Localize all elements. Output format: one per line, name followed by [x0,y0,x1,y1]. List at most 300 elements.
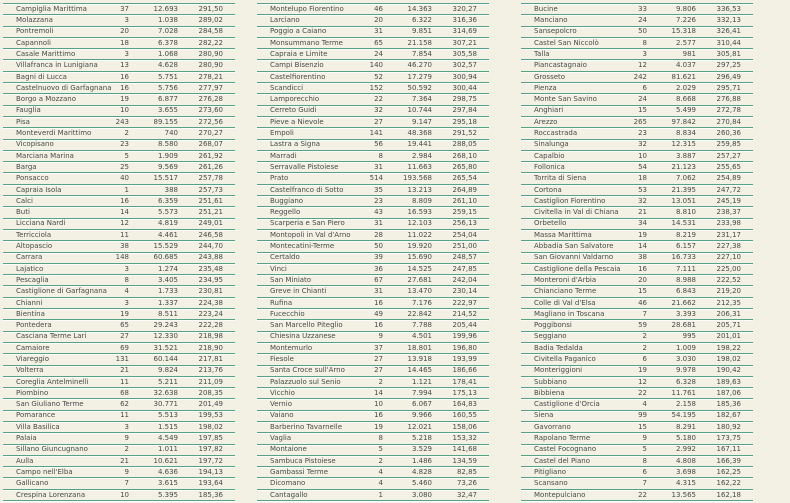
table-row [521,309,753,320]
cases-value: 10 [120,106,129,115]
rate-value: 284,58 [198,27,223,36]
population-value: 1.486 [411,456,432,465]
population-value: 19.441 [407,140,432,149]
rate-value: 256,13 [452,219,477,228]
cases-value: 6 [642,355,647,363]
table-row [3,309,235,320]
rate-value: 254,89 [716,174,741,183]
population-value: 2.577 [675,38,696,47]
table-row [257,320,489,331]
municipality-name: Gavorrano [534,422,571,431]
municipality-name: Buti [16,208,30,217]
rate-value: 259,85 [716,140,741,149]
cases-value: 20 [374,16,383,25]
rate-value: 173,75 [716,434,741,443]
table-row [521,366,753,377]
cases-value: 16 [638,264,647,273]
rate-value: 219,20 [716,287,741,296]
population-value: 1.515 [157,422,178,431]
municipality-name: Pisa [16,117,30,126]
population-value: 14.531 [671,219,696,228]
cases-value: 4 [378,479,383,488]
cases-value: 2 [642,332,647,341]
cases-value: 243 [115,117,129,126]
table-row [521,241,753,252]
municipality-name: Torrita di Siena [534,174,587,183]
population-value: 28.681 [671,321,696,330]
rate-value: 272,56 [198,117,223,126]
population-value: 9.806 [675,4,696,13]
rate-value: 297,25 [716,61,741,70]
cases-value: 19 [638,230,647,239]
cases-value: 3 [124,298,129,307]
rate-value: 222,97 [452,298,477,307]
cases-value: 19 [638,366,647,375]
cases-value: 50 [374,242,383,251]
rate-value: 162,22 [716,479,741,488]
cases-value: 19 [120,309,129,318]
population-value: 11.761 [671,388,696,397]
municipality-name: Lamporecchio [270,95,320,104]
table-row [521,253,753,264]
rate-value: 282,22 [198,38,223,47]
rate-value: 243,88 [198,253,223,262]
cases-value: 1 [124,185,129,194]
municipality-name: Sansepolcro [534,27,577,36]
table-row [3,38,235,49]
cases-value: 9 [642,434,647,443]
rate-value: 296,49 [716,72,741,81]
municipality-name: Montecatini-Terme [270,242,335,251]
table-row [3,230,235,241]
cases-value: 23 [638,129,647,138]
rate-value: 167,11 [716,445,741,454]
table-row [3,388,235,399]
rate-value: 214,52 [452,309,477,318]
municipality-name: Pontedera [16,321,52,330]
cases-value: 24 [638,16,647,25]
cases-value: 37 [374,343,383,352]
cases-value: 2 [124,445,129,454]
cases-value: 18 [638,174,647,183]
rate-value: 270,84 [716,117,741,126]
table-row [3,320,235,331]
table-row [3,15,235,26]
municipality-name: Lajatico [16,264,44,273]
municipality-name: Castel del Piano [534,456,590,465]
table-row [521,15,753,26]
rate-value: 164,83 [452,400,477,409]
cases-value: 152 [369,83,383,92]
municipality-name: Monteverdi Marittimo [16,129,92,138]
municipality-name: Anghiari [534,106,564,115]
rate-value: 320,27 [452,4,477,13]
rate-value: 278,21 [198,72,223,81]
table-row [257,106,489,117]
municipality-name: Cortona [534,185,562,194]
population-value: 13.918 [407,355,432,363]
municipality-name: Pieve a Nievole [270,117,324,126]
table-row [3,354,235,365]
rate-value: 307,21 [452,38,477,47]
rate-value: 225,00 [716,264,741,273]
rate-value: 300,44 [452,83,477,92]
table-row [521,377,753,388]
cases-value: 38 [120,242,129,251]
cases-value: 67 [374,275,383,284]
municipality-name: Campi Bisenzio [270,61,324,70]
municipality-name: Monteroni d'Arbia [534,275,597,284]
municipality-name: Calci [16,196,33,205]
rate-value: 268,10 [452,151,477,160]
cases-value: 2 [378,456,383,465]
cases-value: 242 [633,72,647,81]
cases-value: 43 [374,208,383,217]
municipality-name: Castiglione d'Orcia [534,400,600,409]
table-row [257,456,489,467]
table-row [257,354,489,365]
table-row [521,128,753,139]
rate-value: 223,24 [198,309,223,318]
rate-value: 73,26 [456,479,477,488]
cases-value: 8 [378,151,383,160]
cases-value: 3 [124,49,129,58]
table-row [3,478,235,489]
municipality-name: Vernio [270,400,292,409]
table-row [521,332,753,343]
table-row [521,490,753,501]
population-value: 15.318 [671,27,696,36]
municipality-name: Fucecchio [270,309,305,318]
cases-value: 141 [369,129,383,138]
municipality-name: Castiglion Fiorentino [534,196,606,205]
table-row [257,332,489,343]
cases-value: 10 [374,400,383,409]
municipality-name: Grosseto [534,72,566,81]
cases-value: 27 [120,332,129,341]
population-value: 9.147 [411,117,432,126]
table-row [257,49,489,60]
cases-value: 12 [638,377,647,386]
municipality-name: Subbiano [534,377,567,386]
population-value: 31.521 [153,343,178,352]
population-value: 5.499 [675,106,696,115]
population-value: 4.808 [675,456,696,465]
population-value: 740 [164,129,178,138]
population-value: 7.364 [411,95,432,104]
table-rows [3,4,235,501]
table-row [521,399,753,410]
cases-value: 38 [638,253,647,262]
cases-value: 131 [115,355,129,363]
table-row [257,388,489,399]
cases-value: 59 [638,321,647,330]
table-row [521,433,753,444]
table-row [257,72,489,83]
table-row [3,219,235,230]
population-value: 54.195 [671,411,696,420]
table-row [3,117,235,128]
municipality-name: Follonica [534,162,565,171]
table-rows [521,4,753,501]
cases-value: 27 [374,366,383,375]
table-row [257,377,489,388]
municipality-name: San Giovanni Valdarno [534,253,614,262]
rate-value: 265,54 [452,174,477,183]
population-value: 18.801 [407,343,432,352]
municipality-name: Castelfiorentino [270,72,326,81]
population-value: 1.068 [157,49,178,58]
municipality-name: Capalbio [534,151,565,160]
cases-value: 16 [374,321,383,330]
municipality-name: Dicomano [270,479,306,488]
cases-value: 32 [638,140,647,149]
rate-value: 198,02 [716,355,741,363]
cases-value: 39 [374,253,383,262]
municipality-name: Prato [270,174,289,183]
population-value: 4.461 [157,230,178,239]
rate-value: 233,98 [716,219,741,228]
population-value: 9.966 [411,411,432,420]
table-row [3,27,235,38]
cases-value: 37 [120,4,129,13]
municipality-name: Reggello [270,208,301,217]
table-row [257,185,489,196]
rate-value: 185,36 [716,400,741,409]
municipality-name: Viareggio [16,355,50,363]
table-row [257,162,489,173]
population-value: 6.359 [157,196,178,205]
table-row [3,49,235,60]
table-row [521,60,753,71]
table-row [521,151,753,162]
cases-value: 33 [638,4,647,13]
table-row [257,478,489,489]
table-row [257,264,489,275]
cases-value: 10 [120,490,129,499]
table-row [521,27,753,38]
table-row [521,275,753,286]
rate-value: 205,44 [452,321,477,330]
table-row [257,467,489,478]
rate-value: 305,81 [716,49,741,58]
rate-value: 280,90 [198,61,223,70]
cases-value: 49 [374,309,383,318]
cases-value: 7 [124,479,129,488]
municipality-name: Chianciano Terme [534,287,597,296]
municipality-name: Larciano [270,16,300,25]
rate-value: 197,85 [198,434,223,443]
table-row [3,298,235,309]
table-row [257,490,489,501]
municipality-name: San Miniato [270,275,312,284]
municipality-name: Gambassi Terme [270,467,329,476]
table-row [521,140,753,151]
population-value: 1.011 [157,445,178,454]
municipality-name: Terricciola [16,230,52,239]
municipality-name: Castiglione della Pescaia [534,264,621,273]
rate-value: 193,99 [452,355,477,363]
population-value: 193.568 [403,174,432,183]
municipality-name: Bibbiena [534,388,565,397]
table-row [257,196,489,207]
population-value: 5.180 [675,434,696,443]
cases-value: 9 [124,434,129,443]
municipality-name: Magliano in Toscana [534,309,605,318]
municipality-name: Palaia [16,434,37,443]
table-row [257,94,489,105]
cases-value: 16 [120,196,129,205]
rate-value: 194,13 [198,467,223,476]
cases-value: 46 [374,4,383,13]
cases-value: 22 [374,95,383,104]
population-value: 13.213 [407,185,432,194]
cases-value: 5 [124,151,129,160]
rate-value: 261,10 [452,196,477,205]
municipality-name: Buggiano [270,196,304,205]
table-row [521,411,753,422]
rate-value: 197,82 [198,445,223,454]
municipality-name: Vaiano [270,411,294,420]
population-value: 388 [164,185,178,194]
table-row [257,253,489,264]
cases-value: 16 [374,298,383,307]
rate-value: 273,60 [198,106,223,115]
population-value: 8.668 [675,95,696,104]
municipality-name: Monsummano Terme [270,38,343,47]
municipality-name: Marciana Marina [16,151,74,160]
municipality-name: Fiesole [270,355,294,363]
population-value: 1.337 [157,298,178,307]
cases-value: 36 [374,264,383,273]
table-row [521,83,753,94]
municipality-name: Capraia e Limite [270,49,328,58]
cases-value: 514 [369,174,383,183]
population-value: 1.121 [411,377,432,386]
cases-value: 11 [120,230,129,239]
cases-value: 148 [115,253,129,262]
municipality-name: Camaiore [16,343,50,352]
population-value: 11.022 [407,230,432,239]
rate-value: 201,01 [716,332,741,341]
rate-value: 295,71 [716,83,741,92]
table-row [521,478,753,489]
table-row [3,433,235,444]
population-value: 5.573 [157,208,178,217]
table-panel-left [3,0,235,503]
cases-value: 14 [120,208,129,217]
table-row [3,173,235,184]
municipality-name: Castel Focognano [534,445,597,454]
rate-value: 212,35 [716,298,741,307]
municipality-name: Capraia Isola [16,185,62,194]
municipality-name: Ponsacco [16,174,49,183]
cases-value: 15 [638,106,647,115]
municipality-name: Molazzana [16,16,53,25]
rate-value: 199,96 [452,332,477,341]
population-value: 29.243 [153,321,178,330]
population-value: 15.529 [153,242,178,251]
cases-value: 32 [374,106,383,115]
rate-value: 288,05 [452,140,477,149]
population-value: 5.395 [157,490,178,499]
rate-value: 193,64 [198,479,223,488]
cases-value: 21 [120,456,129,465]
population-value: 7.062 [675,174,696,183]
population-value: 3.393 [675,309,696,318]
table-row [3,4,235,15]
cases-value: 4 [642,400,647,409]
population-value: 4.628 [157,61,178,70]
cases-value: 22 [638,490,647,499]
population-value: 89.155 [153,117,178,126]
population-value: 8.219 [675,230,696,239]
municipality-name: Montepulciano [534,490,586,499]
population-value: 6.877 [157,95,178,104]
municipality-name: Montopoli in Val d'Arno [270,230,351,239]
rate-value: 316,36 [452,16,477,25]
population-value: 9.824 [157,366,178,375]
rate-value: 246,58 [198,230,223,239]
table-row [3,253,235,264]
population-value: 46.270 [407,61,432,70]
municipality-name: Pitigliano [534,467,567,476]
table-row [521,230,753,241]
rate-value: 300,94 [452,72,477,81]
table-row [257,411,489,422]
rate-value: 245,19 [716,196,741,205]
municipality-name: Arezzo [534,117,558,126]
cases-value: 20 [120,27,129,36]
table-row [3,196,235,207]
population-value: 8.988 [675,275,696,284]
rate-value: 205,71 [716,321,741,330]
population-value: 21.158 [407,38,432,47]
population-value: 13.565 [671,490,696,499]
cases-value: 24 [638,95,647,104]
table-row [257,173,489,184]
municipality-name: Aulla [16,456,34,465]
population-value: 97.842 [671,117,696,126]
table-row [257,207,489,218]
cases-value: 16 [374,411,383,420]
municipality-name: Certaldo [270,253,300,262]
rate-value: 224,38 [198,298,223,307]
table-row [257,422,489,433]
municipality-name: Campo nell'Elba [16,467,73,476]
rate-value: 257,27 [716,151,741,160]
table-row [521,173,753,184]
cases-value: 24 [374,49,383,58]
population-value: 12.103 [407,219,432,228]
population-value: 3.655 [157,106,178,115]
population-value: 9.978 [675,366,696,375]
table-row [257,4,489,15]
table-row [3,207,235,218]
municipality-name: Montaione [270,445,307,454]
table-row [521,298,753,309]
cases-value: 8 [642,456,647,465]
table-panel-right [521,0,753,503]
population-value: 60.144 [153,355,178,363]
rate-value: 238,37 [716,208,741,217]
population-value: 4.636 [157,467,178,476]
municipality-name: Coreglia Antelminelli [16,377,89,386]
table-row [521,4,753,15]
population-value: 15.690 [407,253,432,262]
population-value: 11.663 [407,162,432,171]
table-row [521,207,753,218]
